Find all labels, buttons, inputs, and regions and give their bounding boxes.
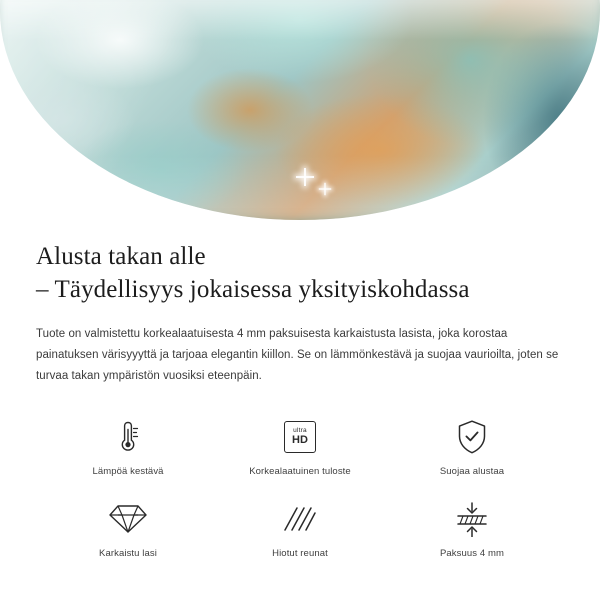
feature-item-print-quality <box>214 417 386 489</box>
feature-label: Hiotut reunat <box>272 548 328 559</box>
thermometer-icon <box>115 417 141 457</box>
headline-line-1: Alusta takan alle <box>36 243 206 270</box>
shield-check-icon <box>455 417 489 457</box>
page-title <box>36 240 564 306</box>
content-area <box>0 240 600 571</box>
feature-item-thickness <box>386 499 558 571</box>
ultra-hd-badge-bottom: HD <box>292 434 308 447</box>
thickness-icon <box>455 499 489 539</box>
marble-glass-artwork <box>0 0 600 222</box>
feature-label: Lämpöä kestävä <box>92 466 164 477</box>
polished-edges-icon <box>283 499 317 539</box>
feature-item-polished-edges <box>214 499 386 571</box>
feature-label: Karkaistu lasi <box>99 548 157 559</box>
description-paragraph: Tuote on valmistettu korkealaatuisesta 4 mm paksuisesta karkaistusta lasista, joka korostaa painatuksen värisyyyttä ja tarjoaa elegantin kiillon. Se on lämmönkestävä ja suojaa vaurioilta, joten se turvaa takan ympäristön vuosiksi eteenpäin. <box>36 328 559 382</box>
ultra-hd-icon <box>284 417 316 457</box>
feature-label: Paksuus 4 mm <box>439 548 505 559</box>
feature-label: Korkealaatuinen tuloste <box>249 466 351 477</box>
hero-image <box>0 0 600 222</box>
feature-item-surface-protection <box>386 417 558 489</box>
diamond-icon <box>109 499 147 539</box>
feature-item-tempered-glass <box>42 499 214 571</box>
feature-grid <box>36 417 564 571</box>
feature-item-heat-resistant <box>42 417 214 489</box>
feature-label: Suojaa alustaa <box>439 466 505 477</box>
headline-line-2: – Täydellisyys jokaisessa yksityiskohdassa <box>36 276 470 303</box>
ultra-hd-badge-top: ultra <box>293 426 307 434</box>
